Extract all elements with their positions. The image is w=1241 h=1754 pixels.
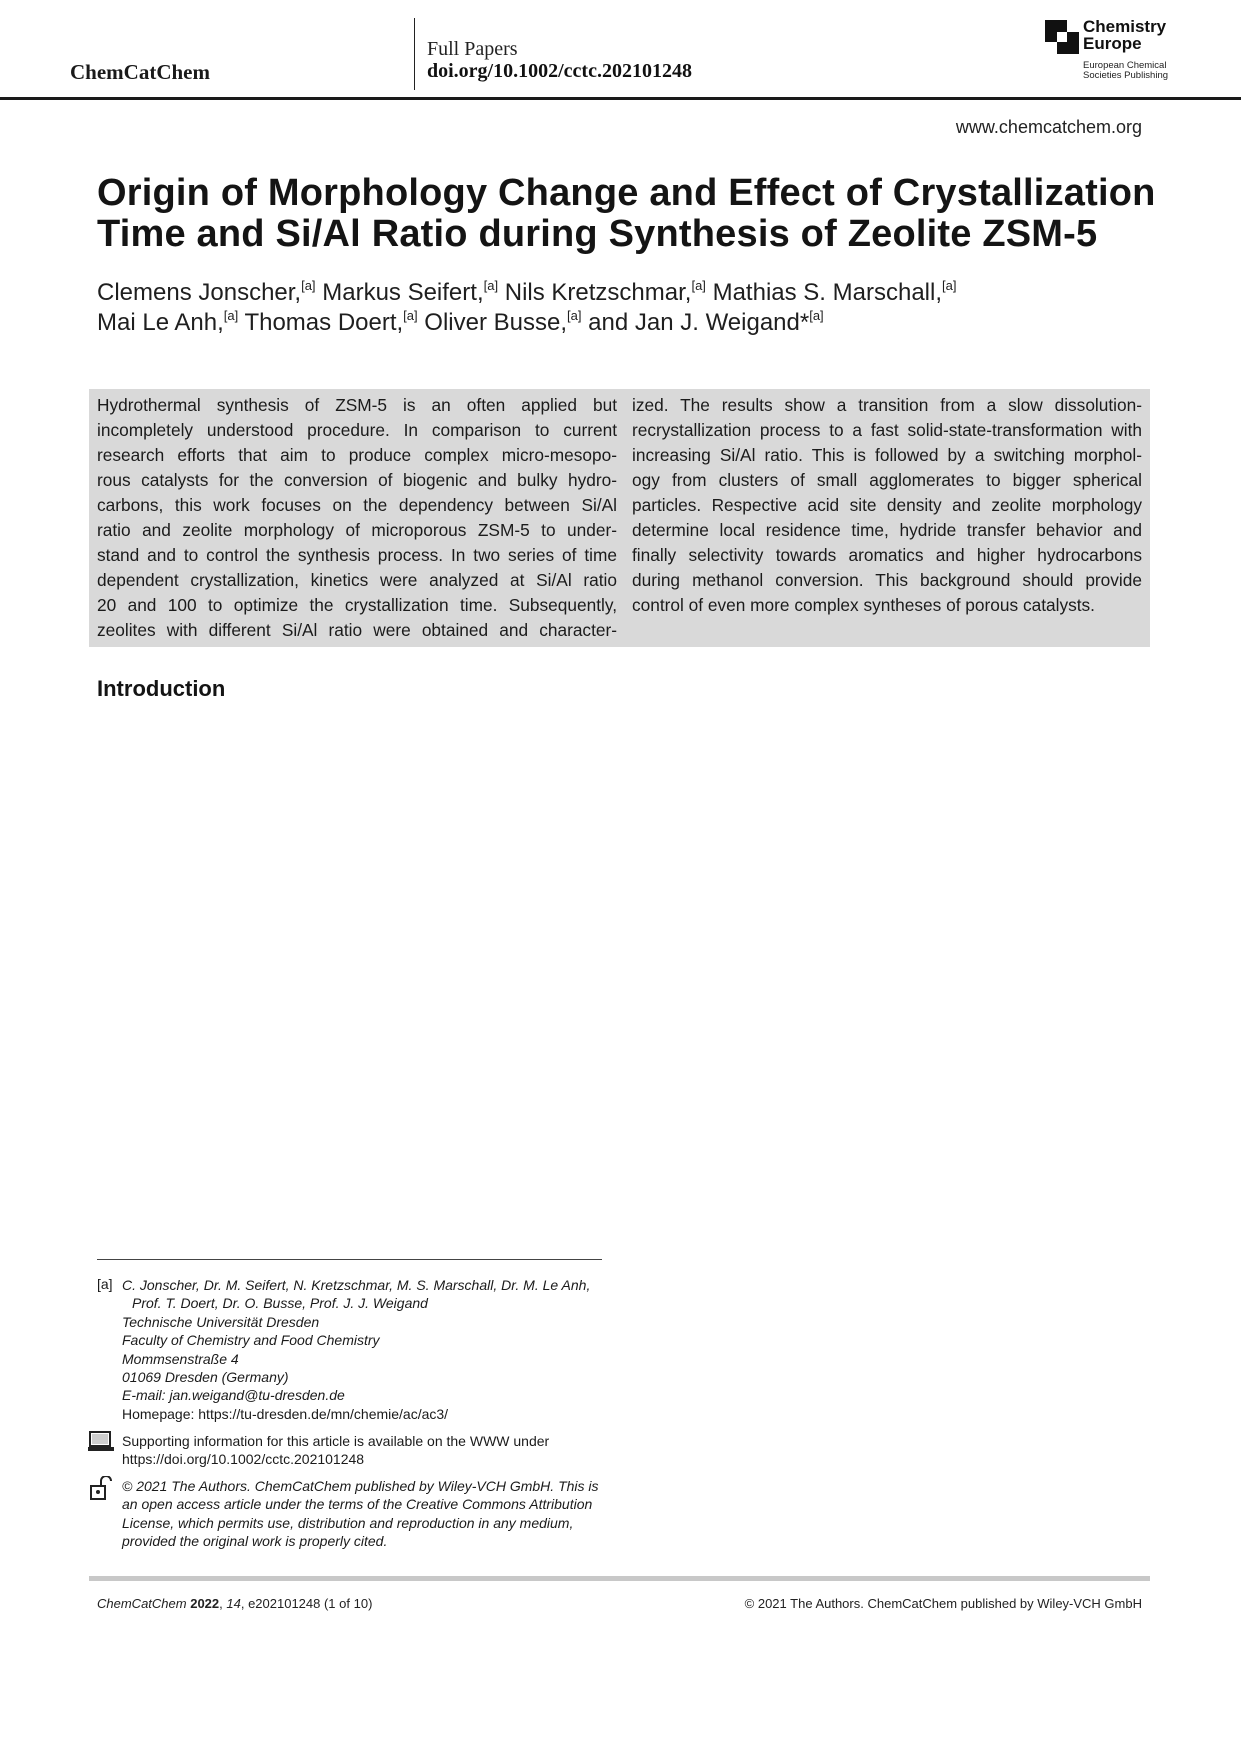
affiliation-mark: [a] bbox=[301, 278, 316, 293]
computer-monitor-icon bbox=[88, 1431, 114, 1453]
abstract-line: zeolites with different Si/Al ratio were obtained and character- bbox=[97, 620, 617, 640]
abstract-line: rous catalysts for the conversion of biogenic and bulky hydro- bbox=[97, 470, 617, 490]
logo-subtitle-line-1: European Chemical bbox=[1083, 60, 1167, 71]
author-name: Mai Le Anh, bbox=[97, 309, 224, 336]
license-line: © 2021 The Authors. ChemCatChem published by Wiley-VCH GmbH. This is bbox=[122, 1478, 599, 1494]
affiliation-line: 01069 Dresden (Germany) bbox=[122, 1369, 289, 1386]
section-type: Full Papers bbox=[427, 38, 518, 60]
abstract-line: ratio and zeolite morphology of microporous ZSM-5 to under- bbox=[97, 520, 617, 540]
affiliation-mark: [a] bbox=[809, 308, 824, 323]
author-name: Oliver Busse, bbox=[417, 309, 568, 336]
abstract-line: particles. Respective acid site density and zeolite morphology bbox=[632, 495, 1142, 515]
affiliation-marker: [a] bbox=[97, 1276, 113, 1292]
footer-bar bbox=[89, 1576, 1150, 1581]
affiliation-mark: [a] bbox=[403, 308, 418, 323]
footnote-rule bbox=[97, 1259, 602, 1260]
author-name: Mathias S. Marschall, bbox=[705, 279, 942, 306]
abstract-line: ized. The results show a transition from a slow dissolution- bbox=[632, 395, 1142, 415]
header-divider bbox=[414, 18, 415, 90]
author-list-line-2 bbox=[97, 308, 824, 337]
license-line: an open access article under the terms of the Creative Commons Attribution bbox=[122, 1496, 593, 1513]
logo-title-line-2: Europe bbox=[1083, 34, 1142, 53]
article-title-line-2: Time and Si/Al Ratio during Synthesis of Zeolite ZSM-5 bbox=[97, 213, 1098, 255]
supporting-info-link[interactable]: https://doi.org/10.1002/cctc.202101248 bbox=[122, 1451, 365, 1468]
abstract-line: increasing Si/Al ratio. This is followed by a switching morphol- bbox=[632, 445, 1142, 465]
abstract-line: recrystallization process to a fast solid-state-transformation with bbox=[632, 420, 1142, 440]
affiliation-line: Technische Universität Dresden bbox=[122, 1313, 320, 1330]
article-title-line-1: Origin of Morphology Change and Effect of Crystallization bbox=[97, 172, 1156, 214]
abstract-line: control of even more complex syntheses of porous catalysts. bbox=[632, 595, 1095, 615]
abstract-right-column bbox=[632, 393, 1142, 618]
author-name: Nils Kretzschmar, bbox=[498, 279, 692, 306]
abstract-left-column bbox=[97, 393, 617, 643]
affiliation-mark: [a] bbox=[483, 278, 499, 293]
section-heading-introduction: Introduction bbox=[97, 676, 226, 701]
abstract-line: research efforts that aim to produce complex micro-mesopo- bbox=[97, 445, 617, 465]
affiliation-mark: [a] bbox=[942, 278, 957, 293]
abstract-line: carbons, this work focuses on the dependency between Si/Al bbox=[97, 495, 617, 515]
author-name: Clemens Jonscher, bbox=[97, 279, 302, 306]
footer-journal: ChemCatChem bbox=[97, 1596, 187, 1611]
affiliation-line: Faculty of Chemistry and Food Chemistry bbox=[122, 1332, 380, 1349]
abstract-line: ogy from clusters of small agglomerates to bigger spherical bbox=[632, 470, 1142, 490]
abstract-line: determine local residence time, hydride transfer behavior and bbox=[632, 520, 1142, 540]
author-list-line-1 bbox=[97, 278, 956, 307]
open-access-license-note bbox=[122, 1477, 612, 1551]
affiliation-line: Mommsenstraße 4 bbox=[122, 1350, 239, 1367]
abstract-line: Hydrothermal synthesis of ZSM-5 is an often applied but bbox=[97, 395, 617, 415]
footer-copyright: © 2021 The Authors. ChemCatChem published by Wiley-VCH GmbH bbox=[744, 1596, 1142, 1611]
affiliation-line: C. Jonscher, Dr. M. Seifert, N. Kretzschmar, M. S. Marschall, Dr. M. Le Anh, bbox=[122, 1277, 591, 1293]
page-citation: ChemCatChem 2022, 14, e202101248 (1 of 10) bbox=[97, 1596, 373, 1611]
supporting-info-line: Supporting information for this article is available on the WWW under bbox=[122, 1433, 550, 1449]
affiliation-mark: [a] bbox=[223, 308, 239, 323]
abstract-line: stand and to control the synthesis process. In two series of time bbox=[97, 545, 617, 565]
abstract-line: 20 and 100 to optimize the crystallization time. Subsequently, bbox=[97, 595, 617, 615]
abstract-line: during methanol conversion. This background should provide bbox=[632, 570, 1142, 590]
journal-name: ChemCatChem bbox=[70, 60, 210, 84]
license-line: provided the original work is properly cited. bbox=[122, 1533, 388, 1550]
affiliation-mark: [a] bbox=[567, 308, 582, 323]
abstract-line: finally selectivity towards aromatics and higher hydrocarbons bbox=[632, 545, 1142, 565]
footer-year: 2022 bbox=[190, 1596, 220, 1611]
license-line: License, which permits use, distribution and reproduction in any medium, bbox=[122, 1514, 574, 1531]
email-link[interactable]: E-mail: jan.weigand@tu-dresden.de bbox=[122, 1387, 345, 1404]
doi-link[interactable]: doi.org/10.1002/cctc.202101248 bbox=[427, 60, 692, 82]
abstract-line: dependent crystallization, kinetics were analyzed at Si/Al ratio bbox=[97, 570, 617, 590]
author-name: Thomas Doert, bbox=[238, 309, 404, 336]
affiliation-block bbox=[122, 1276, 612, 1423]
logo-title-line-1: Chemistry bbox=[1083, 17, 1167, 36]
author-name: and Jan J. Weigand* bbox=[581, 309, 810, 336]
footer-volume: 14 bbox=[226, 1596, 241, 1611]
open-lock-icon bbox=[90, 1476, 112, 1500]
journal-website-link[interactable]: www.chemcatchem.org bbox=[955, 117, 1142, 137]
logo-subtitle-line-2: Societies Publishing bbox=[1083, 70, 1169, 81]
header-rule bbox=[0, 97, 1241, 100]
chemistry-europe-logo-icon bbox=[1045, 20, 1079, 54]
homepage-link[interactable]: Homepage: https://tu-dresden.de/mn/chemie/ac/ac3/ bbox=[122, 1405, 449, 1422]
supporting-information-note bbox=[122, 1432, 612, 1469]
footer-article-ref: , e202101248 (1 of 10) bbox=[240, 1596, 373, 1611]
affiliation-line: Prof. T. Doert, Dr. O. Busse, Prof. J. J. Weigand bbox=[132, 1295, 428, 1312]
affiliation-mark: [a] bbox=[691, 278, 706, 293]
author-name: Markus Seifert, bbox=[315, 279, 484, 306]
abstract-line: incompletely understood procedure. In comparison to current bbox=[97, 420, 617, 440]
